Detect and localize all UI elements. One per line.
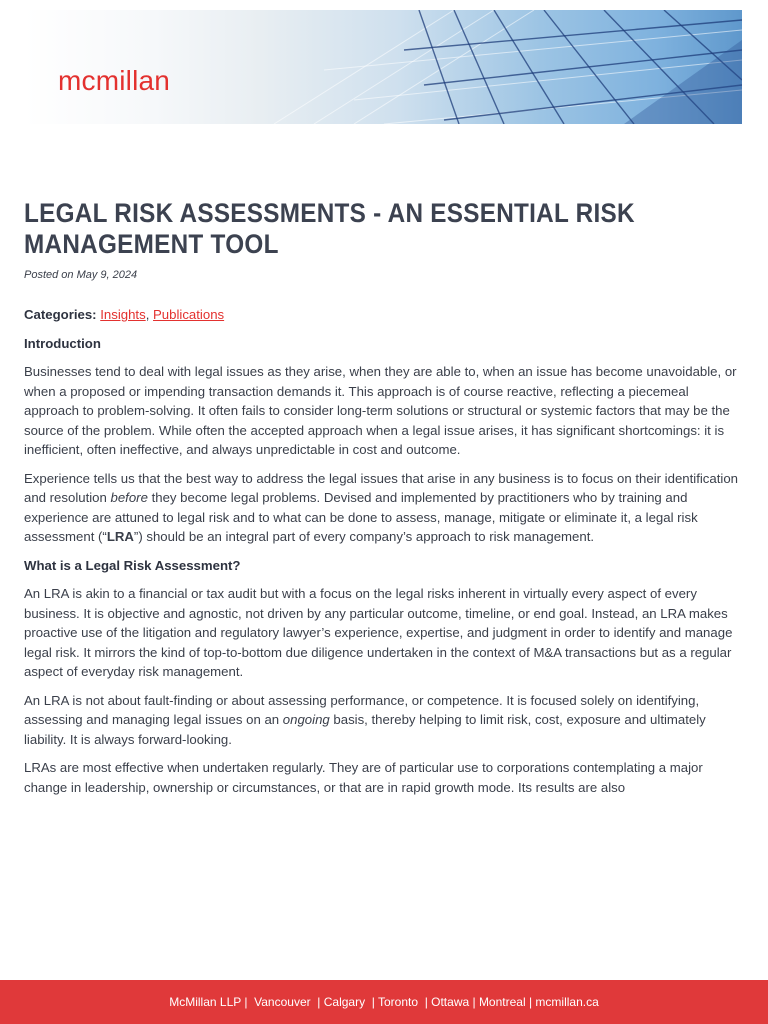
category-link-insights[interactable]: Insights bbox=[100, 307, 146, 322]
article-body bbox=[24, 305, 744, 806]
footer-text[interactable]: McMillan LLP | Vancouver | Calgary | Toronto | Ottawa | Montreal | mcmillan.ca bbox=[169, 995, 599, 1009]
category-link-publications[interactable]: Publications bbox=[153, 307, 225, 322]
paragraph-1: Businesses tend to deal with legal issues as they arise, when they are able to, when an issue has become unavoidable, or when a proposed or impending transaction demands it. This approach is of course reactive, reflecting a piecemeal approach to problem-solving. It often fails to consider long-term solutions or structural or systemic factors that may be the source of the problem. While often the accepted approach when a legal issue arises, it has significant shortcomings: it is inefficient, often ineffective, and always unpredictable in cost and outcome. bbox=[24, 364, 737, 457]
what-is-lra-heading: What is a Legal Risk Assessment? bbox=[24, 557, 241, 573]
intro-heading: Introduction bbox=[24, 335, 101, 351]
paragraph-3: An LRA is akin to a financial or tax audit but with a focus on the legal risks inherent in virtually every aspect of every business. It is objective and agnostic, not driven by any particular outcome, timeline, or end goal. Instead, an LRA makes proactive use of the litigation and regulatory lawyer’s experience, expertise, and judgment in order to identify and manage legal risk. It mirrors the kind of top-to-bottom due diligence undertaken in the context of M&A transactions but as a regular aspect of everyday risk management. bbox=[24, 586, 733, 679]
mcmillan-logo[interactable]: mcmillan bbox=[58, 65, 171, 96]
categories-line: Categories: Insights, Publications bbox=[24, 307, 225, 322]
posted-date: Posted on May 9, 2024 bbox=[24, 269, 138, 281]
paragraph-5: LRAs are most effective when undertaken regularly. They are of particular use to corporations contemplating a major change in leadership, ownership or circumstances, or that are in rapid growth mode. Its results are also bbox=[24, 760, 703, 795]
paragraph-4: An LRA is not about fault-finding or about assessing performance, or competence. It is focused solely on identifying, assessing and managing legal issues on an ongoing basis, thereby helping to limit risk, cost, exposure and ultimately liability. It is always forward-looking. bbox=[24, 692, 706, 747]
header-banner bbox=[24, 10, 742, 124]
categories-label: Categories: bbox=[24, 307, 97, 322]
article-title: LEGAL RISK ASSESSMENTS - AN ESSENTIAL RISK MANAGEMENT TOOL bbox=[24, 198, 635, 259]
footer-bar bbox=[0, 980, 768, 1024]
paragraph-2: Experience tells us that the best way to address the legal issues that arise in any business is to focus on their identification and resolution before they become legal problems. Devised and implemented by practitioners who by training and experience are attuned to legal risk and to what can be done to assess, manage, mitigate or eliminate it, a legal risk assessment (“LRA”) should be an integral part of every company’s approach to risk management. bbox=[24, 470, 738, 544]
